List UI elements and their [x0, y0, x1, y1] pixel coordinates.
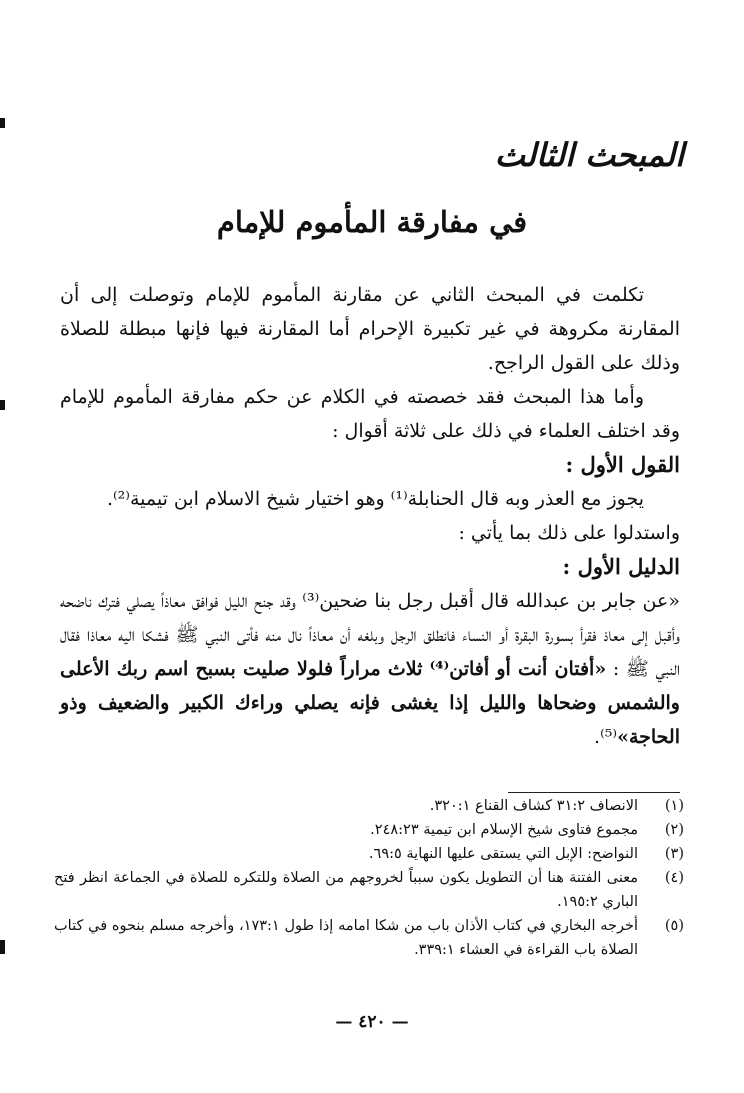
footnote-number: (٢)	[664, 822, 684, 838]
footnotes	[54, 794, 684, 962]
body-text	[60, 278, 680, 754]
scan-edge-mark	[0, 940, 5, 954]
footnote-number: (١)	[664, 798, 684, 814]
footnote-number: (٣)	[664, 846, 684, 862]
footnote-item	[54, 818, 684, 842]
footnote-item	[54, 914, 684, 962]
footnote-item	[54, 842, 684, 866]
footnote-number: (٥)	[664, 918, 684, 934]
hadith-narration: «عن جابر بن عبدالله قال أقبل رجل بنا ضحين⁽³⁾ وقد جنح الليل فوافق معاذاً يصلي فترك ناضحه وأقبل إلى معاذ فقرأ بسورة البقرة أو النساء فانطلق الرجل وبلغه أن معاذاً نال منه فأتى النبي ﷺ فشكا اليه معاذا فقال النبي ﷺ :	[60, 590, 681, 680]
paragraph-intro: تكلمت في المبحث الثاني عن مقارنة المأموم للإمام وتوصلت إلى أن المقارنة مكروهة في غير تكبيرة الإحرام أما المقارنة فيها فإنها مبطلة للصلاة وذلك على القول الراجح.	[60, 284, 680, 374]
footnote-item	[54, 794, 684, 818]
footnote-text: معنى الفتنة هنا أن التطويل يكون سبباً لخروجهم من الصلاة وللتكره للصلاة في الجماعة انظر فتح الباري ١٩٥:٢.	[54, 870, 638, 910]
footnote-item	[54, 866, 684, 914]
scan-edge-mark	[0, 400, 5, 410]
paragraph-scope: وأما هذا المبحث فقد خصصته في الكلام عن حكم مفارقة المأموم للإمام وقد اختلف العلماء في ذلك على ثلاثة أقوال :	[60, 386, 680, 442]
footnote-number: (٤)	[664, 870, 684, 886]
hadith-footnote-ref: ⁽⁵⁾.	[594, 726, 618, 748]
chapter-heading: المبحث الثالث	[494, 136, 684, 174]
footnote-separator	[508, 792, 680, 793]
hadith-quote: «أفتان أنت أو أفاتن⁽⁴⁾ ثلاث مراراً فلولا صليت بسبح اسم ربك الأعلى والشمس وضحاها والليل إذا يغشى فإنه يصلي وراءك الكبير والضعيف وذو الحاجة»	[60, 658, 680, 748]
section-title: في مفارقة المأموم للإمام	[216, 205, 528, 239]
footnote-text: أخرجه البخاري في كتاب الأذان باب من شكا امامه إذا طول ١٧٣:١، وأخرجه مسلم بنحوه في كتاب الصلاة باب القراءة في العشاء ٣٣٩:١.	[54, 918, 638, 958]
first-opinion-heading: القول الأول :	[565, 452, 680, 477]
scan-edge-mark	[0, 118, 5, 128]
footnote-text: النواضح: الإبل التي يستقى عليها النهاية ٦٩:٥.	[368, 846, 638, 862]
first-evidence-heading: الدليل الأول :	[562, 554, 680, 579]
hadith-paragraph	[60, 584, 680, 754]
footnote-text: الانصاف ٣١:٢ كشاف القناع ٣٢٠:١.	[429, 798, 638, 814]
paragraph-first-opinion: يجوز مع العذر وبه قال الحنابلة⁽¹⁾ وهو اختيار شيخ الاسلام ابن تيمية⁽²⁾.	[106, 488, 644, 510]
paragraph-evidence-intro: واستدلوا على ذلك بما يأتي :	[458, 522, 680, 544]
footnote-text: مجموع فتاوى شيخ الإسلام ابن تيمية ٢٤٨:٢٣.	[370, 822, 638, 838]
page-number: — ٤٢٠ —	[335, 1012, 409, 1032]
